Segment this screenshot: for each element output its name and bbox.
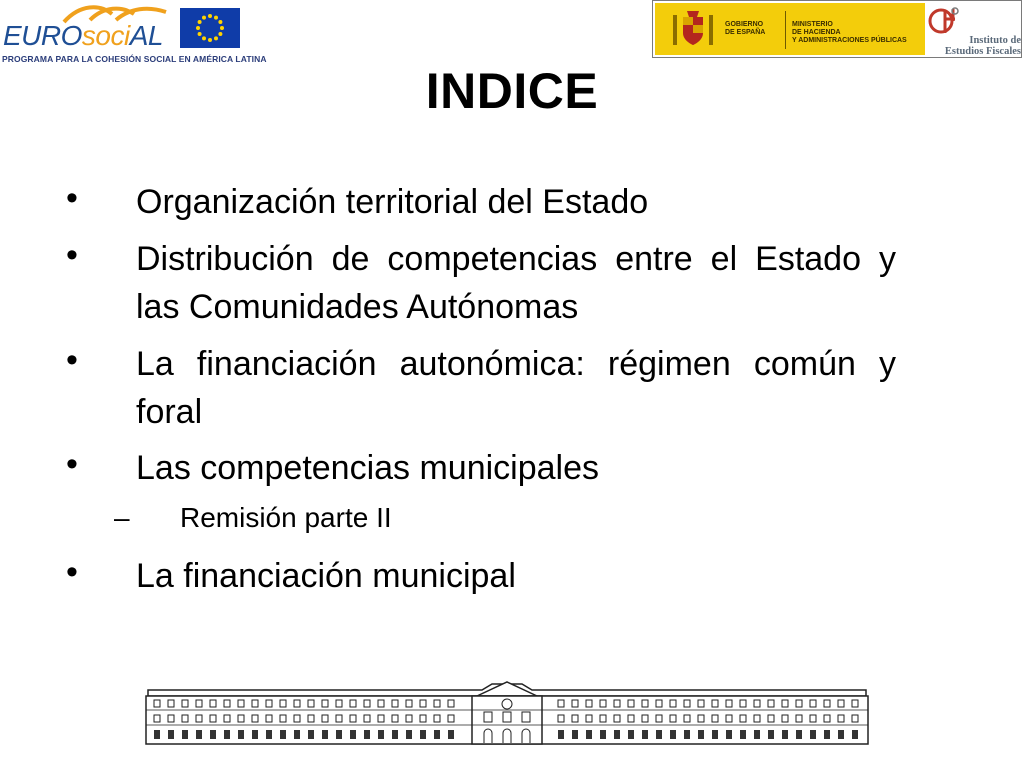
gobierno-de-espana-label: GOBIERNO DE ESPAÑA (725, 21, 766, 36)
eurosocial-wordmark: EUROsociAL (3, 20, 163, 51)
ief-name: Instituto de Estudios Fiscales (944, 35, 1021, 57)
banner-divider (785, 11, 786, 49)
government-logo-banner (652, 0, 1022, 58)
list-item-text: Organización territorial del Estado (136, 183, 649, 221)
bullet-marker: • (66, 445, 78, 483)
government-banner-background (655, 3, 925, 55)
slide-title: INDICE (425, 63, 599, 119)
list-item-text: Las competencias municipales (136, 449, 600, 487)
ministerio-label: MINISTERIO DE HACIENDA Y ADMINISTRACIONES PÚBLICAS (792, 21, 907, 44)
bullet-marker: • (66, 341, 78, 379)
dash-marker: – (114, 502, 130, 533)
coat-of-arms-icon (669, 9, 717, 49)
eu-flag-icon (180, 8, 240, 48)
bullet-marker: • (66, 236, 78, 274)
bullet-marker: • (66, 179, 78, 217)
list-item-text: La financiación municipal (136, 557, 516, 595)
building-illustration (142, 680, 872, 748)
ief-logo (927, 5, 1021, 57)
bullet-marker: • (66, 553, 78, 591)
list-item-text: Distribución de competencias entre el Estado y las Comunidades Autónomas (136, 240, 896, 326)
eurosocial-tagline: PROGRAMA PARA LA COHESIÓN SOCIAL EN AMÉRICA LATINA (2, 54, 267, 64)
list-sub-item-text: Remisión parte II (180, 502, 392, 533)
list-item-text: La financiación autonómica: régimen común y foral (136, 345, 896, 431)
eurosocial-logo (0, 0, 267, 70)
ief-mark-icon (927, 5, 967, 37)
